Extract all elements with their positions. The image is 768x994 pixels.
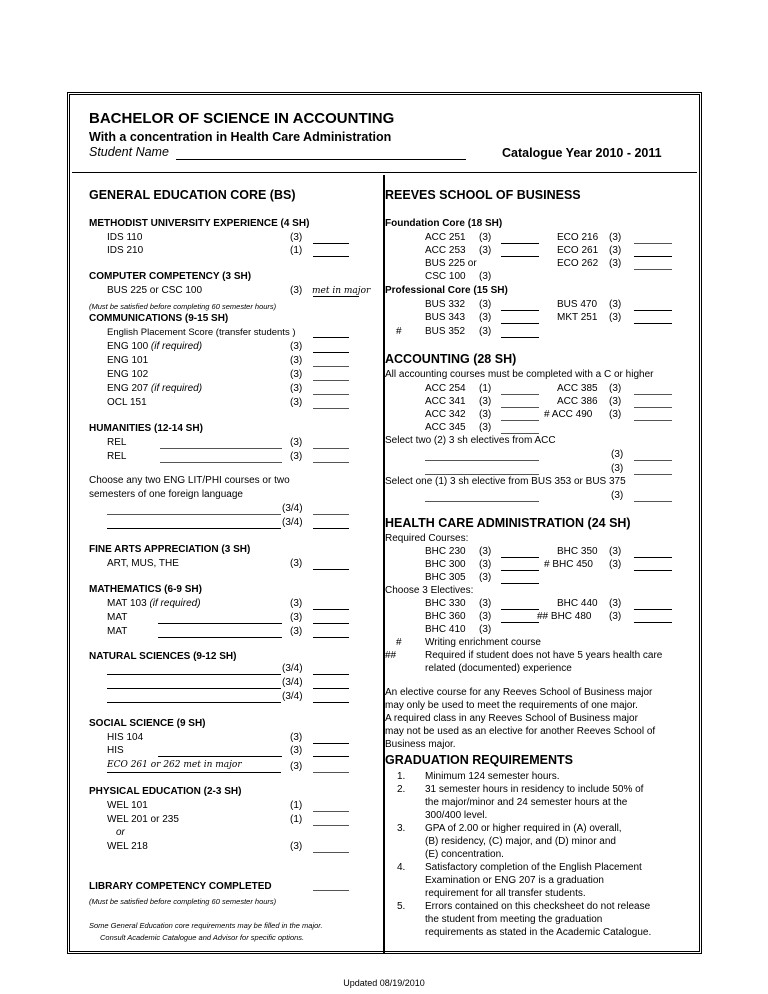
eng100-note: (if required)	[150, 341, 203, 352]
acc-elective-field-1[interactable]	[425, 460, 539, 461]
grade-field-wel218[interactable]	[313, 852, 349, 853]
hours-wel101: (1)	[290, 800, 303, 811]
choose-electives-label: Choose 3 Electives:	[385, 585, 474, 596]
grade-field-nat2[interactable]	[313, 688, 349, 689]
required-if-line2: related (documented) experience	[425, 663, 572, 674]
hours-bhc350: (3)	[609, 546, 622, 557]
hca-heading: HEALTH CARE ADMINISTRATION (24 SH)	[385, 516, 631, 530]
course-rel2: REL	[107, 451, 127, 462]
grade-field-acc490[interactable]	[634, 420, 672, 421]
grade-field-acc386[interactable]	[634, 407, 672, 408]
elective-note-4: may not be used as an elective for another Reeves School of	[385, 726, 656, 737]
grad-num-5: 5.	[397, 901, 406, 912]
hours-mkt251: (3)	[609, 312, 622, 323]
writing-mark-bus352: #	[396, 326, 402, 337]
course-bhc305: BHC 305	[425, 572, 466, 583]
hours-eco261: (3)	[609, 245, 622, 256]
course-eng101: ENG 101	[107, 355, 149, 366]
hours-bus343: (3)	[479, 312, 492, 323]
grade-field-acc254[interactable]	[501, 394, 539, 395]
hours-hum2: (3/4)	[282, 517, 303, 528]
course-eco262: ECO 262	[557, 258, 599, 269]
elective-note-3: A required class in any Reeves School of Business major	[385, 713, 638, 724]
hours-csc100: (3)	[479, 271, 492, 282]
course-eng102: ENG 102	[107, 369, 149, 380]
hum-choose-line1: Choose any two ENG LIT/PHI courses or two	[89, 475, 290, 486]
hours-eco262: (3)	[609, 258, 622, 269]
grade-field-acc385[interactable]	[634, 394, 672, 395]
updated-date: Updated 08/19/2010	[343, 978, 425, 988]
course-mat1: MAT	[107, 612, 128, 623]
rel1-course-field[interactable]	[160, 448, 282, 449]
grade-field-eco262[interactable]	[634, 269, 672, 270]
hours-bhc410: (3)	[479, 624, 492, 635]
hours-acc253: (3)	[479, 245, 492, 256]
grade-field-nat3[interactable]	[313, 702, 349, 703]
eng207-note: (if required)	[150, 383, 203, 394]
course-bhc360: BHC 360	[425, 611, 466, 622]
course-his: HIS	[107, 745, 124, 756]
mat103-note: (if required)	[149, 598, 201, 609]
writing-enrichment-note: Writing enrichment course	[425, 637, 541, 648]
grade-field-acc251[interactable]	[501, 243, 539, 244]
bus-elective-field[interactable]	[425, 501, 539, 502]
course-eco216: ECO 216	[557, 232, 599, 243]
course-wel218: WEL 218	[107, 841, 148, 852]
hours-bhc450: (3)	[609, 559, 622, 570]
hours-bus352: (3)	[479, 326, 492, 337]
hours-ocl151: (3)	[290, 397, 303, 408]
hours-his: (3)	[290, 745, 303, 756]
grade-field-bhc300[interactable]	[501, 570, 539, 571]
hours-eco216: (3)	[609, 232, 622, 243]
hours-bus-elective: (3)	[611, 490, 624, 501]
grad-req-2c: 300/400 level.	[425, 810, 488, 821]
course-acc386: ACC 386	[557, 396, 598, 407]
course-acc253: ACC 253	[425, 245, 466, 256]
mat1-course-field[interactable]	[158, 623, 282, 624]
placement-score-label: English Placement Score (transfer students )	[107, 327, 296, 338]
hours-acc-elective-1: (3)	[611, 449, 624, 460]
course-bhc410: BHC 410	[425, 624, 466, 635]
placement-score-field[interactable]	[313, 337, 349, 338]
header-divider	[72, 172, 697, 173]
course-acc342: ACC 342	[425, 409, 466, 420]
foundation-title: Foundation Core (18 SH)	[385, 218, 503, 229]
hours-nat3: (3/4)	[282, 691, 303, 702]
eco-course-field[interactable]	[107, 772, 281, 773]
grad-req-4a: Satisfactory completion of the English Placement	[425, 862, 642, 873]
lib-title: LIBRARY COMPETENCY COMPLETED	[89, 881, 272, 892]
hours-acc341: (3)	[479, 396, 492, 407]
course-acc385: ACC 385	[557, 383, 598, 394]
hours-acc345: (3)	[479, 422, 492, 433]
hours-wel218: (3)	[290, 841, 303, 852]
hum-course-field-2[interactable]	[107, 528, 281, 529]
grade-field-bhc480[interactable]	[634, 622, 672, 623]
grade-field-bhc350[interactable]	[634, 557, 672, 558]
hours-acc-elective-2: (3)	[611, 463, 624, 474]
grade-field-hum2[interactable]	[313, 528, 349, 529]
handwritten-eco-note: ECO 261 or 262 met in major	[107, 760, 242, 770]
hours-bhc360: (3)	[479, 611, 492, 622]
course-mat103: MAT 103	[107, 598, 147, 609]
hours-nat1: (3/4)	[282, 663, 303, 674]
grad-req-5c: requirements as stated in the Academic Catalogue.	[425, 927, 652, 938]
writing-mark: #	[396, 637, 402, 648]
nat-course-field-1[interactable]	[107, 674, 281, 675]
grade-field-ocl151[interactable]	[313, 408, 349, 409]
grade-field-comp[interactable]	[313, 296, 359, 297]
grade-field-bhc360[interactable]	[501, 622, 539, 623]
grade-field-wel101[interactable]	[313, 811, 349, 812]
nat-title: NATURAL SCIENCES (9-12 SH)	[89, 651, 237, 662]
hours-acc342: (3)	[479, 409, 492, 420]
grade-field-bhc305[interactable]	[501, 583, 539, 584]
soc-title: SOCIAL SCIENCE (9 SH)	[89, 718, 206, 729]
hours-his104: (3)	[290, 732, 303, 743]
grade-field-eng102[interactable]	[313, 380, 349, 381]
grade-field-hum1[interactable]	[313, 514, 349, 515]
grade-field-bhc330[interactable]	[501, 609, 539, 610]
double-hash-mark: ##	[385, 650, 397, 661]
grad-req-1: Minimum 124 semester hours.	[425, 771, 560, 782]
grad-num-1: 1.	[397, 771, 406, 782]
hours-bhc305: (3)	[479, 572, 492, 583]
course-mkt251: MKT 251	[557, 312, 598, 323]
course-bus225or: BUS 225 or	[425, 258, 477, 269]
course-mat2: MAT	[107, 626, 128, 637]
course-bhc440: BHC 440	[557, 598, 598, 609]
grade-field-mat1[interactable]	[313, 623, 349, 624]
grad-req-2a: 31 semester hours in residency to include 50% of	[425, 784, 644, 795]
comm-title: COMMUNICATIONS (9-15 SH)	[89, 313, 229, 324]
hours-mat2: (3)	[290, 626, 303, 637]
grade-field-eco216[interactable]	[634, 243, 672, 244]
grade-field-bhc440[interactable]	[634, 609, 672, 610]
hours-eng100: (3)	[290, 341, 303, 352]
acc-elective-field-2[interactable]	[425, 474, 539, 475]
course-comp: BUS 225 or CSC 100	[107, 285, 203, 296]
grade-field-bhc230[interactable]	[501, 557, 539, 558]
hours-acc385: (3)	[609, 383, 622, 394]
hours-rel1: (3)	[290, 437, 303, 448]
hours-mat103: (3)	[290, 598, 303, 609]
grade-field-acc341[interactable]	[501, 407, 539, 408]
comp-must-note: (Must be satisfied before completing 60 semester hours)	[89, 302, 277, 311]
grade-field-bhc450[interactable]	[634, 570, 672, 571]
select-one-label: Select one (1) 3 sh elective from BUS 353 or BUS 375	[385, 476, 626, 487]
grad-req-5a: Errors contained on this checksheet do not release	[425, 901, 651, 912]
course-bhc230: BHC 230	[425, 546, 466, 557]
hours-bhc440: (3)	[609, 598, 622, 609]
grade-field-mkt251[interactable]	[634, 323, 672, 324]
grade-field-bus352[interactable]	[501, 337, 539, 338]
nat-course-field-2[interactable]	[107, 688, 281, 689]
grade-field-bus-elective[interactable]	[634, 501, 672, 502]
grade-field-acc-elective-2[interactable]	[634, 474, 672, 475]
course-bus343: BUS 343	[425, 312, 466, 323]
grade-field-his104[interactable]	[313, 743, 349, 744]
mue-title: METHODIST UNIVERSITY EXPERIENCE (4 SH)	[89, 218, 310, 229]
grade-field-ids110[interactable]	[313, 243, 349, 244]
elective-note-2: may only be used to meet the requirements of one major.	[385, 700, 638, 711]
course-eng207: ENG 207	[107, 383, 149, 394]
grad-req-3c: (E) concentration.	[425, 849, 504, 860]
hours-rel2: (3)	[290, 451, 303, 462]
student-name-label: Student Name	[89, 145, 169, 159]
course-wel201: WEL 201 or 235	[107, 814, 179, 825]
grade-field-acc345[interactable]	[501, 433, 539, 434]
elective-note-1: An elective course for any Reeves School of Business major	[385, 687, 653, 698]
nat-course-field-3[interactable]	[107, 702, 281, 703]
comp-title: COMPUTER COMPETENCY (3 SH)	[89, 271, 252, 282]
grade-field-eng101[interactable]	[313, 366, 349, 367]
grad-req-2b: the major/minor and 24 semester hours at the	[425, 797, 628, 808]
course-bhc450: # BHC 450	[544, 559, 593, 570]
grad-req-4c: requirement for all transfer students.	[425, 888, 586, 899]
rel2-course-field[interactable]	[160, 462, 282, 463]
course-ids210: IDS 210	[107, 245, 144, 256]
grade-field-acc342[interactable]	[501, 420, 539, 421]
lib-must-note: (Must be satisfied before completing 60 semester hours)	[89, 897, 277, 906]
hours-eng207: (3)	[290, 383, 303, 394]
hours-eco: (3)	[290, 761, 303, 772]
left-foot-note-2: Consult Academic Catalogue and Advisor for specific options.	[100, 933, 305, 942]
grade-field-eng207[interactable]	[313, 394, 349, 395]
course-acc251: ACC 251	[425, 232, 466, 243]
grade-field-his[interactable]	[313, 756, 349, 757]
gen-ed-heading: GENERAL EDUCATION CORE (BS)	[89, 188, 296, 202]
student-name-field[interactable]	[176, 159, 466, 160]
grad-req-3b: (B) residency, (C) major, and (D) minor and	[425, 836, 616, 847]
hours-comp: (3)	[290, 285, 303, 296]
grade-field-nat1[interactable]	[313, 674, 349, 675]
fine-title: FINE ARTS APPRECIATION (3 SH)	[89, 544, 251, 555]
course-fine: ART, MUS, THE	[107, 558, 179, 569]
hours-bhc230: (3)	[479, 546, 492, 557]
accounting-note: All accounting courses must be completed with a C or higher	[385, 369, 654, 380]
hours-hum1: (3/4)	[282, 503, 303, 514]
course-bus352: BUS 352	[425, 326, 466, 337]
elective-note-5: Business major.	[385, 739, 456, 750]
hours-ids110: (3)	[290, 232, 303, 243]
hours-wel201: (1)	[290, 814, 303, 825]
his-course-field[interactable]	[158, 756, 282, 757]
required-courses-label: Required Courses:	[385, 533, 469, 544]
grade-field-bus470[interactable]	[634, 310, 672, 311]
or-label: or	[116, 827, 125, 838]
grade-field-acc253[interactable]	[501, 256, 539, 257]
grade-field-eco261[interactable]	[634, 256, 672, 257]
hours-bus470: (3)	[609, 299, 622, 310]
hours-bus332: (3)	[479, 299, 492, 310]
accounting-heading: ACCOUNTING (28 SH)	[385, 352, 517, 366]
course-wel101: WEL 101	[107, 800, 148, 811]
course-bhc300: BHC 300	[425, 559, 466, 570]
grade-field-ids210[interactable]	[313, 256, 349, 257]
course-bus332: BUS 332	[425, 299, 466, 310]
reeves-heading: REEVES SCHOOL OF BUSINESS	[385, 188, 581, 202]
left-foot-note-1: Some General Education core requirements may be filled in the major.	[89, 921, 323, 930]
required-if-line1: Required if student does not have 5 years health care	[425, 650, 663, 661]
catalogue-year: Catalogue Year 2010 - 2011	[502, 146, 662, 160]
course-eco261: ECO 261	[557, 245, 599, 256]
course-bhc350: BHC 350	[557, 546, 598, 557]
grade-field-eco[interactable]	[313, 772, 349, 773]
course-bhc330: BHC 330	[425, 598, 466, 609]
grad-req-3a: GPA of 2.00 or higher required in (A) overall,	[425, 823, 622, 834]
course-rel1: REL	[107, 437, 127, 448]
hours-eng102: (3)	[290, 369, 303, 380]
hum-course-field-1[interactable]	[107, 514, 281, 515]
page-title: BACHELOR OF SCIENCE IN ACCOUNTING	[89, 110, 395, 127]
grade-field-acc-elective-1[interactable]	[634, 460, 672, 461]
pe-title: PHYSICAL EDUCATION (2-3 SH)	[89, 786, 242, 797]
hours-nat2: (3/4)	[282, 677, 303, 688]
hours-bhc330: (3)	[479, 598, 492, 609]
course-ids110: IDS 110	[107, 232, 143, 243]
grad-num-2: 2.	[397, 784, 406, 795]
hum-title: HUMANITIES (12-14 SH)	[89, 423, 203, 434]
grade-field-rel2[interactable]	[313, 462, 349, 463]
grade-field-wel201[interactable]	[313, 825, 349, 826]
hours-ids210: (1)	[290, 245, 303, 256]
course-bus470: BUS 470	[557, 299, 598, 310]
hum-choose-line2: semesters of one foreign language	[89, 489, 243, 500]
mat2-course-field[interactable]	[158, 637, 282, 638]
hours-eng101: (3)	[290, 355, 303, 366]
math-title: MATHEMATICS (6-9 SH)	[89, 584, 202, 595]
grade-field-bus343[interactable]	[501, 323, 539, 324]
course-his104: HIS 104	[107, 732, 144, 743]
grad-req-4b: Examination or ENG 207 is a graduation	[425, 875, 604, 886]
hours-acc386: (3)	[609, 396, 622, 407]
course-bhc480: ## BHC 480	[537, 611, 592, 622]
professional-title: Professional Core (15 SH)	[385, 285, 508, 296]
hours-bhc480: (3)	[609, 611, 622, 622]
hours-acc254: (1)	[479, 383, 492, 394]
grade-field-mat2[interactable]	[313, 637, 349, 638]
grad-req-5b: the student from meeting the graduation	[425, 914, 603, 925]
hours-mat1: (3)	[290, 612, 303, 623]
grade-field-rel1[interactable]	[313, 448, 349, 449]
hours-acc490: (3)	[609, 409, 622, 420]
grad-num-3: 3.	[397, 823, 406, 834]
grade-field-bus332[interactable]	[501, 310, 539, 311]
page-subtitle: With a concentration in Health Care Administration	[89, 130, 392, 144]
hours-acc251: (3)	[479, 232, 492, 243]
grade-field-fine[interactable]	[313, 569, 349, 570]
course-acc341: ACC 341	[425, 396, 466, 407]
course-acc254: ACC 254	[425, 383, 466, 394]
course-acc345: ACC 345	[425, 422, 466, 433]
hours-fine: (3)	[290, 558, 303, 569]
course-csc100: CSC 100	[425, 271, 466, 282]
grad-num-4: 4.	[397, 862, 406, 873]
grade-field-mat103[interactable]	[313, 609, 349, 610]
grade-field-eng100[interactable]	[313, 352, 349, 353]
course-eng100: ENG 100	[107, 341, 149, 352]
lib-field[interactable]	[313, 890, 349, 891]
select-two-label: Select two (2) 3 sh electives from ACC	[385, 435, 556, 446]
graduation-heading: GRADUATION REQUIREMENTS	[385, 753, 573, 767]
hours-bhc300: (3)	[479, 559, 492, 570]
course-ocl151: OCL 151	[107, 397, 147, 408]
handwritten-comp-note: met in major	[312, 286, 371, 296]
course-acc490: # ACC 490	[544, 409, 593, 420]
